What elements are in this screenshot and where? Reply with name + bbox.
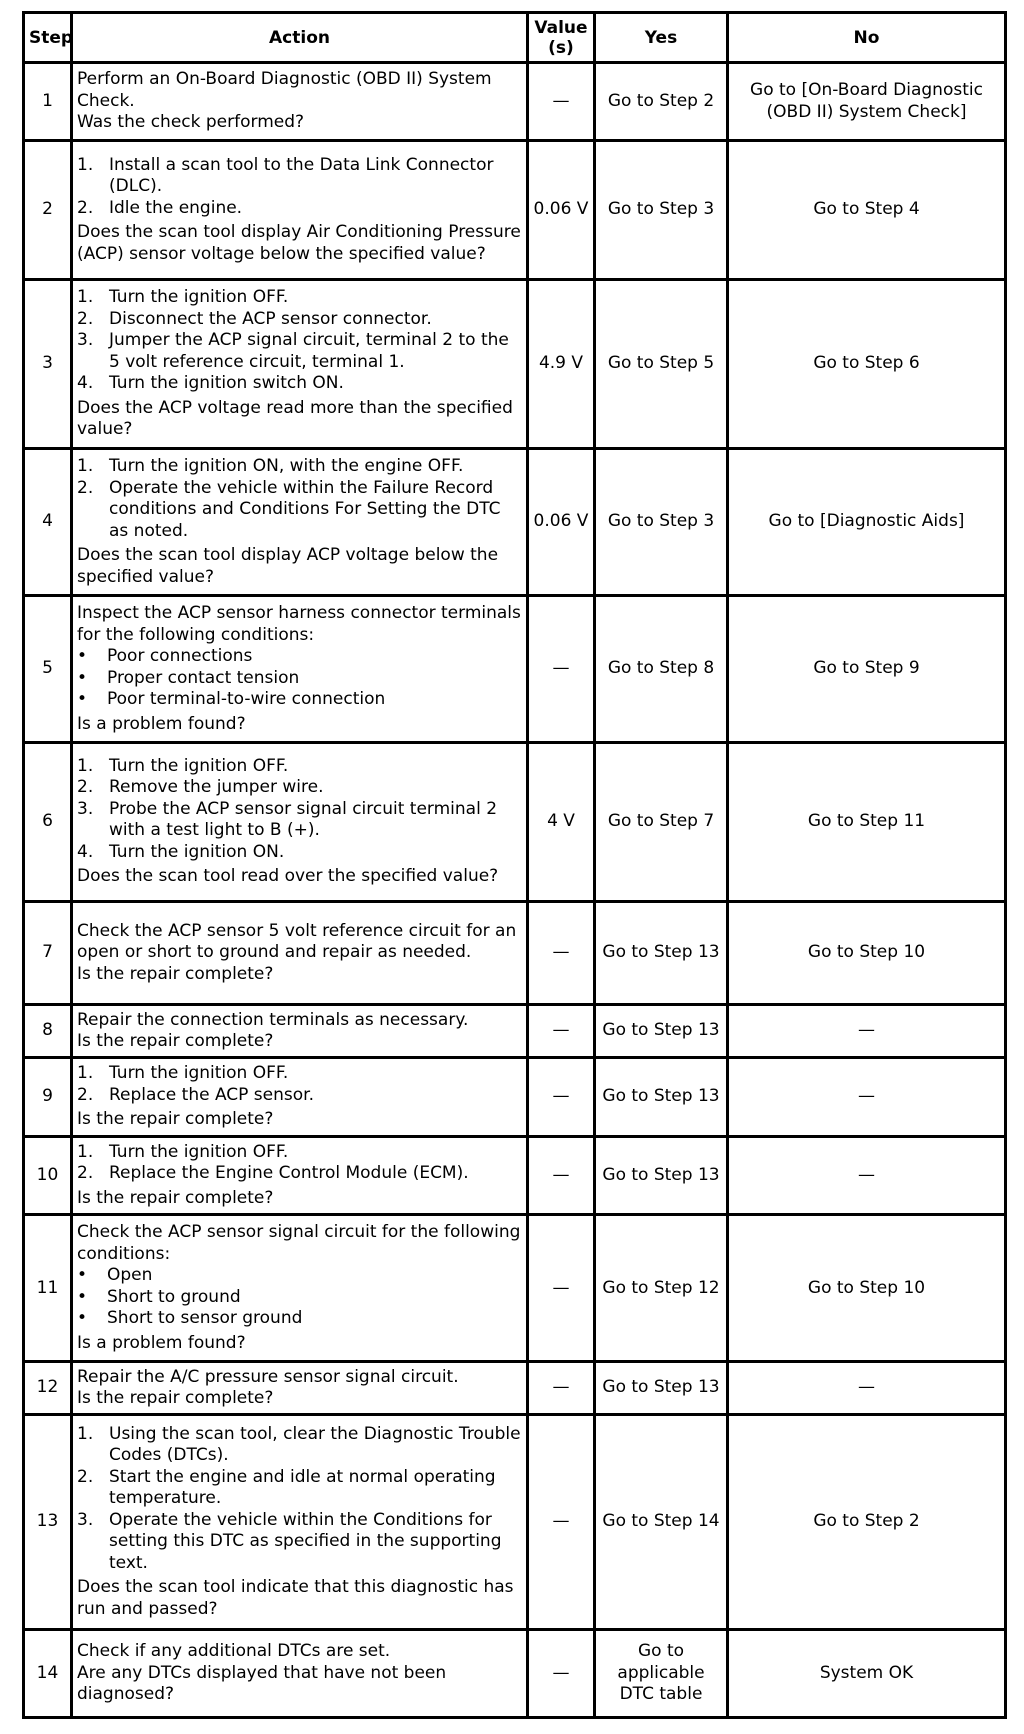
step-number: 11 [24,1215,72,1362]
action-step-text: Jumper the ACP signal circuit, terminal 2 to the 5 volt reference circuit, terminal 1. [109,330,509,372]
action-question: Does the scan tool read over the specified value? [77,866,499,887]
condition-text: Poor connections [107,646,253,667]
yes-cell: Go to Step 5 [595,279,728,449]
yes-cell: Go to Step 3 [595,141,728,279]
value-cell: 4 V [528,743,595,902]
action-step-item [77,1510,522,1575]
yes-cell: Go to Step 12 [595,1215,728,1362]
action-step-text: Turn the ignition OFF. [109,1141,289,1162]
header-action: Action [72,13,528,63]
action-step-text: Disconnect the ACP sensor connector. [109,308,432,329]
no-cell: Go to Step 2 [728,1415,1006,1630]
diagnostic-table-container [22,11,1004,1719]
condition-bullet-item [77,689,522,711]
header-row [24,13,1006,63]
action-cell [72,1136,528,1215]
action-step-number: 2. [77,197,94,218]
action-step-text: Remove the jumper wire. [109,777,324,798]
no-cell: — [728,1057,1006,1136]
condition-text: Short to sensor ground [107,1308,303,1329]
condition-text: Short to ground [107,1286,241,1307]
action-cell [72,449,528,596]
action-step-item [77,1163,522,1185]
table-row [24,1415,1006,1630]
action-step-number: 2. [77,1084,94,1105]
action-step-text: Turn the ignition OFF. [109,1063,289,1084]
action-question: Is the repair complete? [77,963,274,984]
no-cell: Go to [Diagnostic Aids] [728,449,1006,596]
header-yes: Yes [595,13,728,63]
header-value [528,13,595,63]
action-step-number: 1. [77,755,94,776]
action-step-number: 1. [77,154,94,175]
bullet-icon: • [77,667,88,688]
table-row [24,141,1006,279]
bullet-icon: • [77,1265,88,1286]
action-step-item [77,799,522,842]
action-step-text: Install a scan tool to the Data Link Connector (DLC). [109,154,494,197]
action-step-item [77,478,522,543]
action-step-item [77,1467,522,1510]
action-step-text: Idle the engine. [109,197,243,218]
no-cell: Go to Step 4 [728,141,1006,279]
action-cell [72,1057,528,1136]
action-step-text: Probe the ACP sensor signal circuit terminal 2 with a test light to B (+). [109,798,498,841]
condition-bullet-item [77,668,522,690]
action-step-item [77,1063,522,1085]
condition-bullet-item [77,646,522,668]
yes-cell: Go to Step 7 [595,743,728,902]
action-step-number: 2. [77,477,94,498]
action-steps-list [77,287,522,395]
value-cell: — [528,1005,595,1058]
action-cell [72,1630,528,1718]
action-cell [72,141,528,279]
bullet-icon: • [77,646,88,667]
header-no: No [728,13,1006,63]
step-number: 1 [24,63,72,141]
action-step-text: Turn the ignition OFF. [109,755,289,776]
action-cell [72,63,528,141]
action-question: Does the ACP voltage read more than the specified value? [77,397,513,440]
value-cell: 4.9 V [528,279,595,449]
table-row [24,63,1006,141]
action-step-item [77,777,522,799]
action-cell [72,743,528,902]
action-cell [72,1005,528,1058]
value-cell: — [528,1057,595,1136]
bullet-icon: • [77,1286,88,1307]
no-cell: System OK [728,1630,1006,1718]
action-question: Is a problem found? [77,1332,246,1353]
yes-cell: Go to Step 13 [595,1362,728,1415]
action-cell [72,596,528,743]
header-step: Step [24,13,72,63]
action-question: Are any DTCs displayed that have not been diagnosed? [77,1662,447,1705]
value-cell: — [528,1362,595,1415]
step-number: 5 [24,596,72,743]
action-question: Does the scan tool indicate that this diagnostic has run and passed? [77,1577,514,1619]
action-step-text: Start the engine and idle at normal operating temperature. [109,1466,496,1509]
action-step-number: 2. [77,308,94,329]
table-body [24,63,1006,1718]
action-step-text: Operate the vehicle within the Conditions for setting this DTC as specified in the supporting text. [109,1509,502,1573]
yes-cell: Go to Step 14 [595,1415,728,1630]
value-cell: — [528,1415,595,1630]
no-cell: Go to Step 9 [728,596,1006,743]
step-number: 4 [24,449,72,596]
action-step-text: Replace the Engine Control Module (ECM). [109,1163,469,1184]
action-step-item [77,309,522,331]
action-step-text: Operate the vehicle within the Failure Record conditions and Conditions For Setting the DTC as noted. [109,477,501,541]
action-step-item [77,330,522,373]
action-step-item [77,198,522,220]
no-cell: — [728,1136,1006,1215]
step-number: 6 [24,743,72,902]
action-step-text: Using the scan tool, clear the Diagnostic Trouble Codes (DTCs). [109,1423,521,1466]
step-number: 3 [24,279,72,449]
table-row [24,901,1006,1005]
action-intro: Inspect the ACP sensor harness connector terminals for the following conditions: [77,603,521,645]
diagnostic-table [22,11,1007,1719]
table-row [24,1362,1006,1415]
action-step-number: 2. [77,1466,94,1487]
action-cell [72,1215,528,1362]
action-steps-list [77,1424,522,1575]
action-intro: Check if any additional DTCs are set. [77,1641,391,1662]
action-step-number: 3. [77,330,94,351]
action-cell [72,1415,528,1630]
action-step-item [77,155,522,198]
step-number: 8 [24,1005,72,1058]
table-row [24,1005,1006,1058]
action-steps-list [77,1142,522,1185]
action-question: Does the scan tool display ACP voltage below the specified value? [77,545,499,587]
action-step-text: Turn the ignition switch ON. [109,373,344,394]
action-step-text: Turn the ignition ON, with the engine OFF. [109,456,464,477]
table-row [24,1215,1006,1362]
action-step-number: 1. [77,1063,94,1084]
yes-cell: Go to Step 2 [595,63,728,141]
value-cell: 0.06 V [528,449,595,596]
action-step-number: 4. [77,841,94,862]
action-step-item [77,373,522,395]
no-cell: Go to [On-Board Diagnostic (OBD II) System Check] [728,63,1006,141]
action-steps-list [77,1063,522,1106]
action-question: Was the check performed? [77,112,305,133]
yes-cell: Go to Step 3 [595,449,728,596]
action-step-text: Replace the ACP sensor. [109,1084,314,1105]
condition-text: Proper contact tension [107,667,300,688]
yes-cell: Go to Step 13 [595,1136,728,1215]
no-cell: Go to Step 10 [728,901,1006,1005]
table-row [24,1630,1006,1718]
table-row [24,1057,1006,1136]
value-cell: — [528,1630,595,1718]
action-step-item [77,756,522,778]
step-number: 9 [24,1057,72,1136]
value-cell: — [528,596,595,743]
step-number: 2 [24,141,72,279]
yes-cell: Go to applicable DTC table [595,1630,728,1718]
table-row [24,596,1006,743]
condition-bullet-list [77,1265,522,1330]
action-intro: Perform an On-Board Diagnostic (OBD II) System Check. [77,69,492,111]
action-intro: Check the ACP sensor signal circuit for the following conditions: [77,1222,521,1264]
condition-text: Poor terminal-to-wire connection [107,689,386,710]
action-step-item [77,1085,522,1107]
yes-cell: Go to Step 13 [595,1057,728,1136]
condition-bullet-item [77,1265,522,1287]
table-row [24,449,1006,596]
bullet-icon: • [77,689,88,710]
yes-cell: Go to Step 13 [595,901,728,1005]
header-value-label: Value (s) [534,17,588,58]
action-question: Is the repair complete? [77,1031,274,1052]
step-number: 13 [24,1415,72,1630]
no-cell: — [728,1362,1006,1415]
action-intro: Repair the A/C pressure sensor signal circuit. [77,1366,459,1387]
condition-bullet-item [77,1287,522,1309]
value-cell: — [528,63,595,141]
action-cell [72,279,528,449]
action-question: Is the repair complete? [77,1109,274,1130]
action-step-item [77,1424,522,1467]
action-step-number: 1. [77,1141,94,1162]
bullet-icon: • [77,1308,88,1329]
action-step-text: Turn the ignition ON. [109,841,285,862]
action-step-item [77,287,522,309]
yes-cell: Go to Step 13 [595,1005,728,1058]
action-step-item [77,456,522,478]
condition-bullet-item [77,1308,522,1330]
value-cell: — [528,1215,595,1362]
action-step-number: 1. [77,287,94,308]
action-steps-list [77,456,522,542]
yes-cell: Go to Step 8 [595,596,728,743]
action-question: Is the repair complete? [77,1187,274,1208]
action-step-text: Turn the ignition OFF. [109,287,289,308]
action-question: Is a problem found? [77,713,246,734]
action-step-item [77,842,522,864]
action-question: Is the repair complete? [77,1388,274,1409]
action-question: Does the scan tool display Air Conditioning Pressure (ACP) sensor voltage below the specified value? [77,222,521,264]
action-step-number: 2. [77,1163,94,1184]
action-steps-list [77,756,522,864]
action-step-number: 2. [77,777,94,798]
table-row [24,1136,1006,1215]
action-intro: Check the ACP sensor 5 volt reference circuit for an open or short to ground and repair as needed. [77,920,517,963]
action-intro: Repair the connection terminals as necessary. [77,1009,469,1030]
action-step-number: 4. [77,373,94,394]
no-cell: Go to Step 11 [728,743,1006,902]
action-step-item [77,1142,522,1164]
step-number: 10 [24,1136,72,1215]
table-row [24,743,1006,902]
step-number: 12 [24,1362,72,1415]
condition-bullet-list [77,646,522,711]
value-cell: — [528,901,595,1005]
no-cell: — [728,1005,1006,1058]
value-cell: 0.06 V [528,141,595,279]
table-row [24,279,1006,449]
action-cell [72,1362,528,1415]
action-step-number: 3. [77,798,94,819]
no-cell: Go to Step 6 [728,279,1006,449]
action-step-number: 3. [77,1509,94,1530]
action-steps-list [77,155,522,220]
step-number: 14 [24,1630,72,1718]
condition-text: Open [107,1265,153,1286]
action-step-number: 1. [77,1423,94,1444]
step-number: 7 [24,901,72,1005]
action-step-number: 1. [77,456,94,477]
action-cell [72,901,528,1005]
value-cell: — [528,1136,595,1215]
no-cell: Go to Step 10 [728,1215,1006,1362]
